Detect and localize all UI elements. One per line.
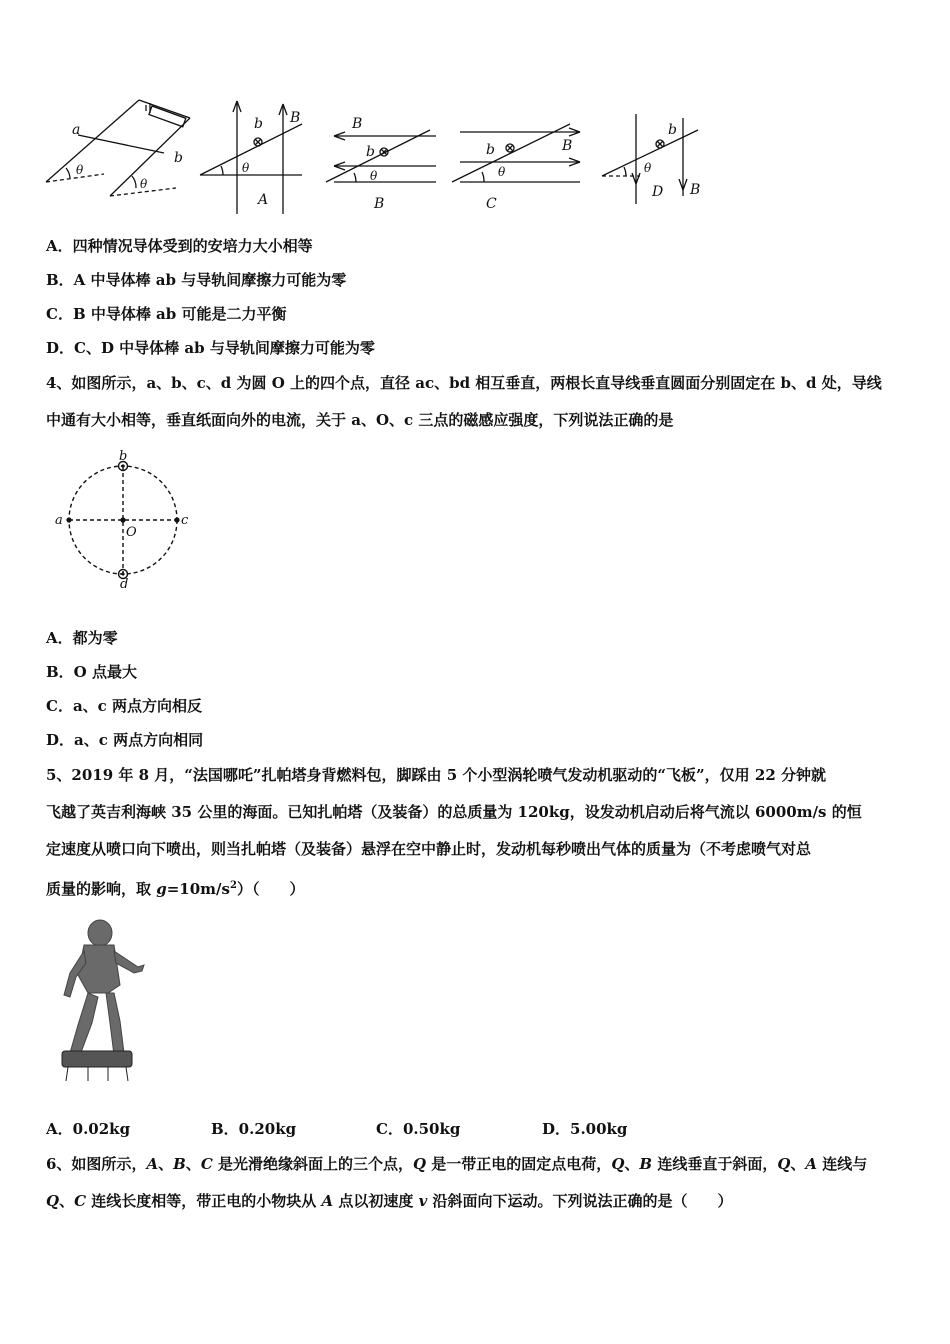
q6-var: B: [639, 1155, 653, 1173]
q5-superscript: 2: [229, 880, 237, 891]
q6-var: Q: [46, 1192, 60, 1210]
q4-option-b: B．O 点最大: [46, 663, 137, 681]
diagram-A: [200, 101, 302, 214]
q6-var: Q: [611, 1155, 625, 1173]
q6-text: 连线与: [817, 1155, 868, 1173]
rail-diagram: [46, 100, 190, 196]
q5-stem-line-4: [46, 876, 304, 899]
q6-text: 连线垂直于斜面，: [652, 1155, 778, 1173]
q6-text: 、: [624, 1155, 640, 1173]
panel-label-C: C: [486, 196, 497, 212]
q6-text: 6、如图所示，: [46, 1155, 147, 1173]
q6-text: 、: [59, 1192, 75, 1210]
q6-text: 点以初速度: [333, 1192, 419, 1210]
label-b: b: [174, 150, 183, 166]
q6-text: 沿斜面向下运动。下列说法正确的是（ ）: [427, 1192, 733, 1210]
q4-stem-line-2: 中通有大小相等，垂直纸面向外的电流，关于 a、O、c 三点的磁感应强度，下列说法正确的是: [46, 411, 674, 429]
q6-var: A: [146, 1155, 159, 1173]
q5-options-row: [46, 1118, 666, 1140]
q4-option-a: A．都为零: [46, 629, 118, 647]
label-theta: θ: [140, 177, 148, 191]
label-b: b: [366, 144, 375, 160]
q5-option-b: B．0.20kg: [211, 1120, 297, 1138]
q5-option-c: C．0.50kg: [376, 1120, 461, 1138]
label-b: b: [254, 116, 263, 132]
q6-var: B: [173, 1155, 186, 1173]
diagram-C: [452, 124, 580, 182]
q6-var: v: [418, 1192, 428, 1210]
label-theta: θ: [76, 163, 84, 177]
label-theta: θ: [498, 165, 506, 179]
q6-text: 是光滑绝缘斜面上的三个点，: [212, 1155, 413, 1173]
q5-stem-line-1: 5、2019 年 8 月，“法国哪吒”扎帕塔身背燃料包，脚踩由 5 个小型涡轮喷气发动机驱动的“飞板”，仅用 22 分钟就: [46, 766, 827, 784]
q5-text: ）（ ）: [236, 880, 305, 898]
label-B: B: [290, 110, 301, 126]
diagram-D: [602, 114, 701, 204]
q6-var: A: [321, 1192, 334, 1210]
label-a: a: [72, 122, 81, 138]
circle-label-b: b: [119, 449, 128, 464]
q5-text: =10m/s: [166, 880, 230, 898]
circle-label-O: O: [126, 525, 137, 540]
circle-label-c: c: [181, 513, 189, 528]
panel-label-B: B: [374, 196, 385, 212]
label-b: b: [486, 142, 495, 158]
q5-text: 质量的影响，取: [46, 880, 157, 898]
label-theta: θ: [644, 161, 652, 175]
q5-stem-line-2: 飞越了英吉利海峡 35 公里的海面。已知扎帕塔（及装备）的总质量为 120kg，设发动机启动后将气流以 6000m/s 的恒: [46, 803, 862, 821]
q6-var: A: [805, 1155, 818, 1173]
q5-stem-line-3: 定速度从喷口向下喷出，则当扎帕塔（及装备）悬浮在空中静止时，发动机每秒喷出气体的质量为（不考虑喷气对总: [46, 840, 812, 858]
panel-label-D: D: [652, 184, 664, 200]
q5-option-d: D．5.00kg: [542, 1120, 628, 1138]
q4-option-d: D．a、c 两点方向相同: [46, 731, 204, 749]
circle-label-a: a: [55, 513, 63, 528]
label-b: b: [668, 122, 677, 138]
label-theta: θ: [242, 161, 250, 175]
q5-var-g: g: [156, 880, 167, 898]
q3-option-d: D．C、D 中导体棒 ab 与导轨间摩擦力可能为零: [46, 339, 375, 357]
q4-option-c: C．a、c 两点方向相反: [46, 697, 203, 715]
q6-var: C: [74, 1192, 87, 1210]
label-B: B: [352, 116, 363, 132]
panel-label-A: A: [258, 192, 269, 208]
q4-circle-figure: [50, 446, 200, 594]
q6-var: Q: [413, 1155, 427, 1173]
q6-text: 、: [790, 1155, 806, 1173]
q6-text: 是一带正电的固定点电荷，: [426, 1155, 612, 1173]
label-B: B: [690, 182, 701, 198]
diagram-B: [326, 130, 436, 182]
q6-var: C: [200, 1155, 213, 1173]
label-theta: θ: [370, 169, 378, 183]
flyboard-person-image: [48, 915, 152, 1085]
q3-option-c: C．B 中导体棒 ab 可能是二力平衡: [46, 305, 287, 323]
q6-var: Q: [777, 1155, 791, 1173]
q6-stem-line-2: [46, 1191, 733, 1211]
q5-option-a: A．0.02kg: [46, 1120, 131, 1138]
q4-stem-line-1: 4、如图所示，a、b、c、d 为圆 O 上的四个点，直径 ac、bd 相互垂直，两根长直导线垂直圆面分别固定在 b、d 处，导线: [46, 374, 882, 392]
q3-option-b: B．A 中导体棒 ab 与导轨间摩擦力可能为零: [46, 271, 347, 289]
q6-text: 连线长度相等，带正电的小物块从: [86, 1192, 322, 1210]
q6-stem-line-1: [46, 1154, 867, 1174]
q6-text: 、: [185, 1155, 201, 1173]
q3-option-a: A．四种情况导体受到的安培力大小相等: [46, 237, 313, 255]
label-B: B: [562, 138, 573, 154]
circle-label-d: d: [120, 577, 129, 592]
q6-text: 、: [158, 1155, 174, 1173]
top-figure: [40, 96, 720, 220]
